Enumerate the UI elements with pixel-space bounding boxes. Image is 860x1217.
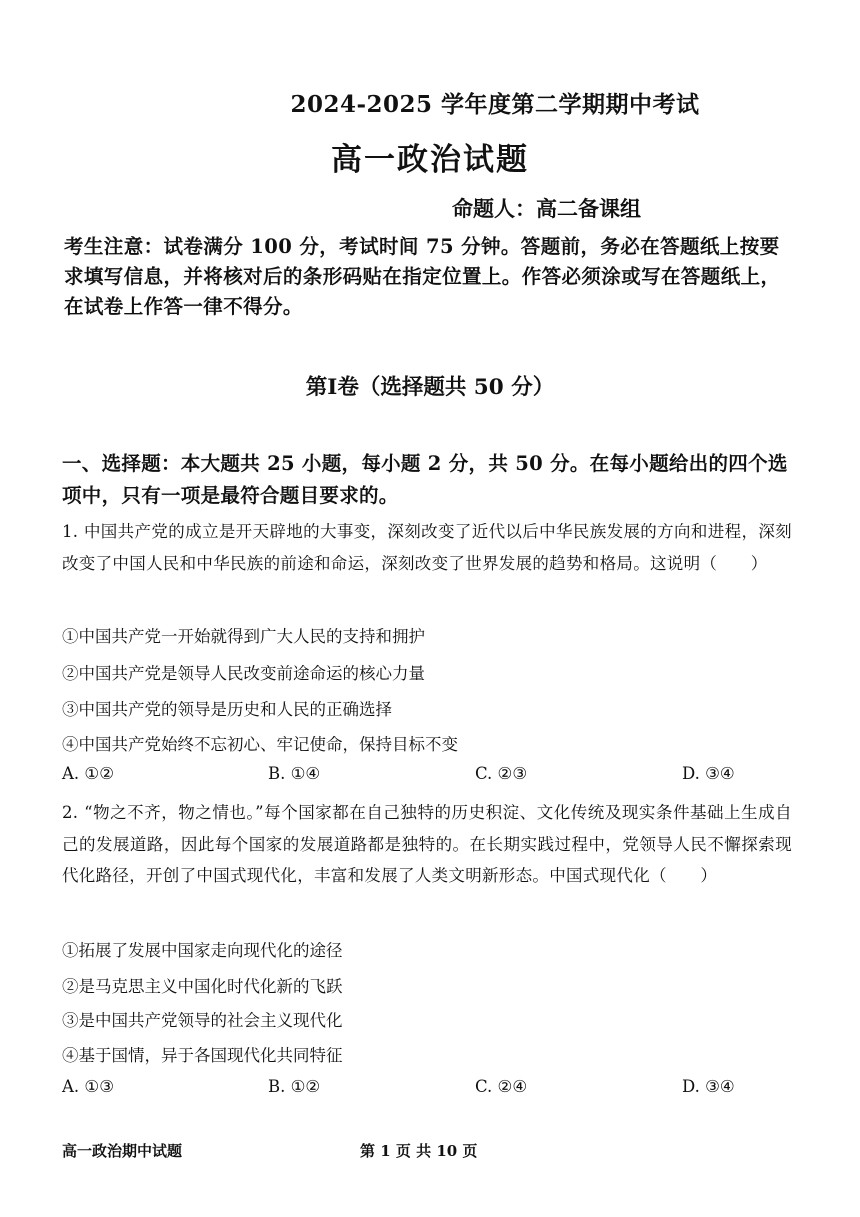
question-1-option-4: ④中国共产党始终不忘初心、牢记使命，保持目标不变 <box>62 735 458 754</box>
question-2-option-3: ③是中国共产党领导的社会主义现代化 <box>62 1011 343 1030</box>
question-2-choice-d: D. ③④ <box>682 1077 735 1096</box>
question-1-choice-b: B. ①④ <box>268 764 321 783</box>
question-1-choice-d: D. ③④ <box>682 764 735 783</box>
exam-subject-title: 高一政治试题 <box>331 142 529 178</box>
part-instructions: 一、选择题：本大题共 25 小题，每小题 2 分，共 50 分。在每小题给出的四个选项中，只有一项是最符合题目要求的。 <box>62 452 788 507</box>
question-1-choices <box>62 764 792 788</box>
footer-page-number: 第 1 页 共 10 页 <box>360 1142 478 1160</box>
question-2-option-1: ①拓展了发展中国家走向现代化的途径 <box>62 941 343 960</box>
question-1-stem: 1. 中国共产党的成立是开天辟地的大事变，深刻改变了近代以后中华民族发展的方向和进程，深刻改变了中国人民和中华民族的前途和命运，深刻改变了世界发展的趋势和格局。这说明（ ） <box>62 522 792 573</box>
question-2-option-4: ④基于国情，异于各国现代化共同特征 <box>62 1046 343 1065</box>
footer-exam-name: 高一政治期中试题 <box>62 1142 183 1160</box>
question-2-choice-b: B. ①② <box>268 1077 321 1096</box>
exam-notice: 考生注意：试卷满分 100 分，考试时间 75 分钟。答题前，务必在答题纸上按要求填写信息，并将核对后的条形码贴在指定位置上。作答必须涂或写在答题纸上，在试卷上作答一律不得分。 <box>64 235 781 318</box>
question-1-option-3: ③中国共产党的领导是历史和人民的正确选择 <box>62 700 392 719</box>
question-1-choice-a: A. ①② <box>62 764 114 783</box>
question-2-choice-a: A. ①③ <box>62 1077 114 1096</box>
question-2-choices <box>62 1077 792 1101</box>
exam-year-title: 2024-2025 学年度第二学期期中考试 <box>290 91 700 118</box>
question-1-option-2: ②中国共产党是领导人民改变前途命运的核心力量 <box>62 664 425 683</box>
section-title: 第Ⅰ卷（选择题共 50 分） <box>305 375 555 400</box>
question-2-option-2: ②是马克思主义中国化时代化新的飞跃 <box>62 977 343 996</box>
exam-author: 命题人：高二备课组 <box>452 196 641 221</box>
question-1-choice-c: C. ②③ <box>475 764 528 783</box>
question-2-stem: 2. “物之不齐，物之情也。”每个国家都在自己独特的历史积淀、文化传统及现实条件基础上生成自己的发展道路，因此每个国家的发展道路都是独特的。在长期实践过程中，党领导人民不懈探索现代化路径，开创了中国式现代化，丰富和发展了人类文明新形态。中国式现代化（ ） <box>62 803 792 885</box>
question-2-choice-c: C. ②④ <box>475 1077 528 1096</box>
question-1-option-1: ①中国共产党一开始就得到广大人民的支持和拥护 <box>62 627 425 646</box>
